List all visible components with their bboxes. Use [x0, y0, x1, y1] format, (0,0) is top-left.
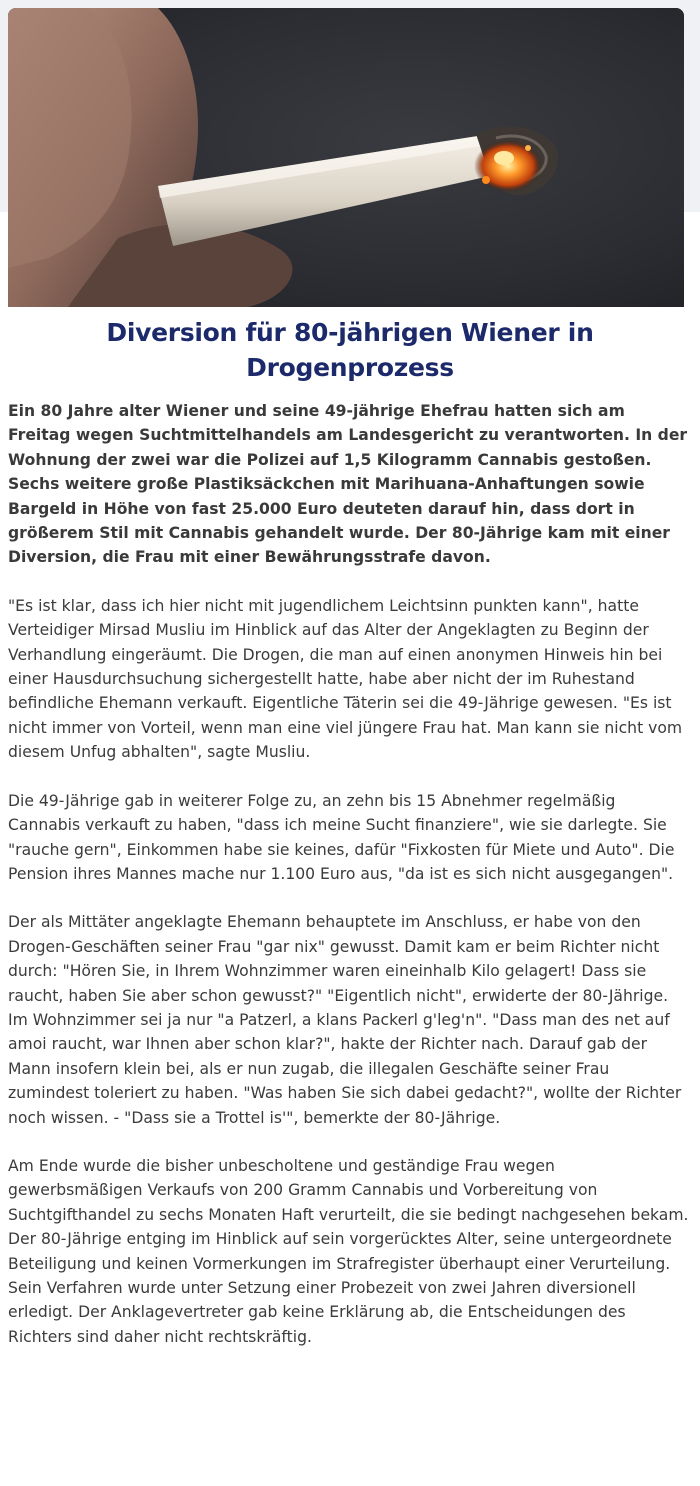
article-paragraph: Der als Mittäter angeklagte Ehemann behauptete im Anschluss, er habe von den Drogen-Geschäften seiner Frau "gar nix" gewusst. Damit kam er beim Richter nicht durch: "Hören Sie, in Ihrem Wohnzimmer waren eineinhalb Kilo gelagert! Dass sie raucht, haben Sie aber schon gewusst?" "Eigentlich nicht", erwiderte der 80-Jährige. Im Wohnzimmer sei ja nur "a Patzerl, a klans Packerl g'leg'n". "Dass man des net auf amoi raucht, war Ihnen aber schon klar?", hakte der Richter nach. Darauf gab der Mann insofern klein bei, als er nun zugab, die illegalen Geschäfte seiner Frau zumindest toleriert zu haben. "Was haben Sie sich dabei gedacht?", wollte der Richter noch wissen. - "Dass sie a Trottel is'", bemerkte der 80-Jährige.: [8, 913, 682, 1127]
article-paragraph: Am Ende wurde die bisher unbescholtene und geständige Frau wegen gewerbsmäßigen Verkaufs von 200 Gramm Cannabis und Vorbereitung von Suchtgifthandel zu sechs Monaten Haft verurteilt, die sie bedingt nachgesehen bekam. Der 80-Jährige entging im Hinblick auf sein vorgerücktes Alter, seine untergeordnete Beteiligung und keinen Vormerkungen im Strafregister überhaupt einer Verurteilung. Sein Verfahren wurde unter Setzung einer Probezeit von zwei Jahren diversionell erledigt. Der Anklagevertreter gab keine Erklärung ab, die Entscheidungen des Richters sind daher nicht rechtskräftig.: [8, 1156, 689, 1346]
article-headline: Diversion für 80-jährigen Wiener in Drogenprozess: [106, 318, 594, 382]
article: [0, 307, 700, 1486]
cannabis-joint-photo-icon: [8, 8, 684, 307]
article-body: [0, 385, 700, 1349]
article-paragraph: "Es ist klar, dass ich hier nicht mit jugendlichem Leichtsinn punkten kann", hatte Verteidiger Mirsad Musliu im Hinblick auf das Alter der Angeklagten zu Beginn der Verhandlung eingeräumt. Die Drogen, die man auf einen anonymen Hinweis hin bei einer Hausdurchsuchung sichergestellt hatte, habe aber nicht der im Ruhestand befindliche Ehemann verkauft. Eigentliche Täterin sei die 49-Jährige gewesen. "Es ist nicht immer von Vorteil, wenn man eine viel jüngere Frau hat. Man kann sie nicht vom diesem Unfug abhalten", sagte Musliu.: [8, 596, 683, 762]
article-lead: Ein 80 Jahre alter Wiener und seine 49-jährige Ehefrau hatten sich am Freitag wegen Suchtmittelhandels am Landesgericht zu verantworten. In der Wohnung der zwei war die Polizei auf 1,5 Kilogramm Cannabis gestoßen. Sechs weitere große Plastiksäckchen mit Marihuana-Anhaftungen sowie Bargeld in Höhe von fast 25.000 Euro deuteten darauf hin, dass dort in größerem Stil mit Cannabis gehandelt wurde. Der 80-Jährige kam mit einer Diversion, die Frau mit einer Bewährungsstrafe davon.: [8, 402, 688, 567]
article-paragraph: Die 49-Jährige gab in weiterer Folge zu, an zehn bis 15 Abnehmer regelmäßig Cannabis verkauft zu haben, "dass ich meine Sucht finanziere", wie sie darlegte. Sie "rauche gern", Einkommen habe sie keines, dafür "Fixkosten für Miete und Auto". Die Pension ihres Mannes mache nur 1.100 Euro aus, "da ist es sich nicht ausgegangen".: [8, 791, 675, 883]
article-hero-image: [8, 8, 684, 307]
